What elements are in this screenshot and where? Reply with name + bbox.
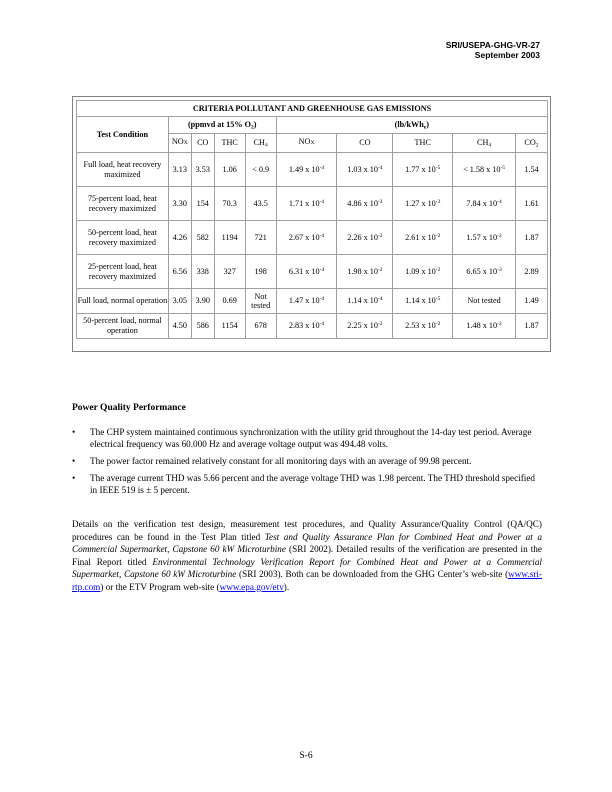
ghg-center-link[interactable]: www.sri-rtp.com <box>72 569 542 592</box>
col-co-lb: CO <box>337 134 393 153</box>
co-ppm: 582 <box>191 221 214 255</box>
power-quality-list <box>72 426 542 501</box>
col-thc-lb: THC <box>393 134 453 153</box>
col-co2-lb: $CO_2$ <box>515 134 547 153</box>
bullet-icon: • <box>72 473 76 483</box>
col-nox-ppm: NOX <box>168 134 191 153</box>
emissions-table <box>76 100 548 339</box>
co-ppm: 3.53 <box>191 153 214 187</box>
lb-kwh-group-header: (lb/kWh$_e$) <box>276 117 547 134</box>
co-lb: 4.86 x $10^{-3}$ <box>337 187 393 221</box>
nox-ppm: 3.30 <box>168 187 191 221</box>
thc-lb: 2.53 x $10^{-2}$ <box>393 314 453 339</box>
co-lb: 1.98 x $10^{-2}$ <box>337 255 393 289</box>
col-nox-lb: NOX <box>276 134 337 153</box>
test-condition: 50-percent load, normal operation <box>77 314 169 339</box>
co-lb: 2.26 x $10^{-2}$ <box>337 221 393 255</box>
report-date: September 2003 <box>474 50 540 60</box>
co-ppm: 338 <box>191 255 214 289</box>
nox-lb: 1.71 x $10^{-4}$ <box>276 187 337 221</box>
table-row <box>77 255 548 289</box>
co-lb: 1.03 x $10^{-4}$ <box>337 153 393 187</box>
col-ch4-lb: $CH_4$ <box>453 134 516 153</box>
ch4-ppm: 721 <box>245 221 276 255</box>
section-heading: Power Quality Performance <box>72 403 186 413</box>
ch4-lb: Not tested <box>453 289 516 314</box>
nox-ppm: 3.05 <box>168 289 191 314</box>
nox-ppm: 4.26 <box>168 221 191 255</box>
test-plan-title: Test and Quality Assurance Plan for Combined Heat and Power at a Commercial Supermarket, Capstone 60 kW Microturbine <box>72 531 542 554</box>
table-title: CRITERIA POLLUTANT AND GREENHOUSE GAS EMISSIONS <box>77 101 548 117</box>
ch4-lb: < 1.58 x $10^{-5}$ <box>453 153 516 187</box>
co2-lb: 1.61 <box>515 187 547 221</box>
page-number: S-6 <box>299 751 313 761</box>
report-header <box>446 40 540 60</box>
thc-ppm: 70.3 <box>214 187 245 221</box>
etv-program-link[interactable]: www.epa.gov/etv <box>219 581 284 592</box>
thc-ppm: 1194 <box>214 221 245 255</box>
co-lb: 2.25 x $10^{-2}$ <box>337 314 393 339</box>
emissions-table-frame <box>72 96 551 352</box>
thc-ppm: 0.69 <box>214 289 245 314</box>
details-paragraph: Details on the verification test design, measurement test procedures, and Quality Assurance/Quality Control (QA/QC) procedures can be found in the Test Plan titled Test and Quality Assurance Plan for Combined Heat and Power at a Commercial Supermarket, Capstone 60 kW Microturbine (SRI 2002). Detailed results of the verification are presented in the Final Report titled Environmental Technology Verification Report for Combined Heat and Power at a Commercial Supermarket, Capstone 60 kW Microturbine (SRI 2003). Both can be downloaded from the GHG Center’s web-site (www.sri-rtp.com) or the ETV Program web-site (www.epa.gov/etv). <box>72 519 542 592</box>
co2-lb: 1.54 <box>515 153 547 187</box>
ch4-ppm: Not tested <box>245 289 276 314</box>
nox-lb: 2.83 x $10^{-4}$ <box>276 314 337 339</box>
ch4-lb: 1.48 x $10^{-2}$ <box>453 314 516 339</box>
table-row <box>77 289 548 314</box>
report-id: SRI/USEPA-GHG-VR-27 <box>445 40 540 50</box>
ch4-ppm: 43.5 <box>245 187 276 221</box>
co2-lb: 1.87 <box>515 314 547 339</box>
bullet-icon: • <box>72 427 76 437</box>
col-thc-ppm: THC <box>214 134 245 153</box>
co-ppm: 154 <box>191 187 214 221</box>
list-item: • The average current THD was 5.66 percent and the average voltage THD was 1.98 percent. The THD threshold specified in IEEE 519 is ± 5 percent. <box>72 473 536 495</box>
ch4-ppm: 198 <box>245 255 276 289</box>
table-row <box>77 187 548 221</box>
thc-lb: 1.77 x $10^{-5}$ <box>393 153 453 187</box>
table-row <box>77 221 548 255</box>
thc-ppm: 1154 <box>214 314 245 339</box>
nox-ppm: 4.50 <box>168 314 191 339</box>
col-ch4-ppm: $CH_4$ <box>245 134 276 153</box>
thc-ppm: 327 <box>214 255 245 289</box>
thc-lb: 1.14 x $10^{-5}$ <box>393 289 453 314</box>
co-ppm: 3.90 <box>191 289 214 314</box>
co-lb: 1.14 x $10^{-4}$ <box>337 289 393 314</box>
co-ppm: 586 <box>191 314 214 339</box>
list-item: • The power factor remained relatively constant for all monitoring days with an average of 99.98 percent. <box>72 456 472 466</box>
nox-lb: 6.31 x $10^{-4}$ <box>276 255 337 289</box>
table-row <box>77 153 548 187</box>
ch4-ppm: < 0.9 <box>245 153 276 187</box>
nox-lb: 2.67 x $10^{-4}$ <box>276 221 337 255</box>
bullet-icon: • <box>72 456 76 466</box>
nox-ppm: 6.56 <box>168 255 191 289</box>
ch4-lb: 1.57 x $10^{-2}$ <box>453 221 516 255</box>
col-co-ppm: CO <box>191 134 214 153</box>
co2-lb: 1.49 <box>515 289 547 314</box>
co2-lb: 2.89 <box>515 255 547 289</box>
ppmvd-group-header: (ppmvd at 15% $O_2$) <box>168 117 276 134</box>
table-row <box>77 314 548 339</box>
final-report-title: Environmental Technology Verification Report for Combined Heat and Power at a Commercial Supermarket, Capstone 60 kW Microturbine <box>72 556 542 579</box>
ch4-ppm: 678 <box>245 314 276 339</box>
co2-lb: 1.87 <box>515 221 547 255</box>
list-item: • The CHP system maintained continuous synchronization with the utility grid throughout the 14-day test period. Average electrical frequency was 60.000 Hz and average voltage output was 494.48 volts. <box>72 427 532 449</box>
test-condition: Full load, normal operation <box>77 289 169 314</box>
nox-ppm: 3.13 <box>168 153 191 187</box>
test-condition: 50-percent load, heat recovery maximized <box>77 221 169 255</box>
ch4-lb: 7.84 x $10^{-4}$ <box>453 187 516 221</box>
test-condition-header: Test Condition <box>77 117 169 153</box>
nox-lb: 1.47 x $10^{-4}$ <box>276 289 337 314</box>
test-condition: Full load, heat recovery maximized <box>77 153 169 187</box>
thc-lb: 1.27 x $10^{-3}$ <box>393 187 453 221</box>
test-condition: 25-percent load, heat recovery maximized <box>77 255 169 289</box>
nox-lb: 1.49 x $10^{-4}$ <box>276 153 337 187</box>
thc-lb: 2.61 x $10^{-2}$ <box>393 221 453 255</box>
thc-lb: 1.09 x $10^{-2}$ <box>393 255 453 289</box>
thc-ppm: 1.06 <box>214 153 245 187</box>
ch4-lb: 6.65 x $10^{-3}$ <box>453 255 516 289</box>
test-condition: 75-percent load, heat recovery maximized <box>77 187 169 221</box>
